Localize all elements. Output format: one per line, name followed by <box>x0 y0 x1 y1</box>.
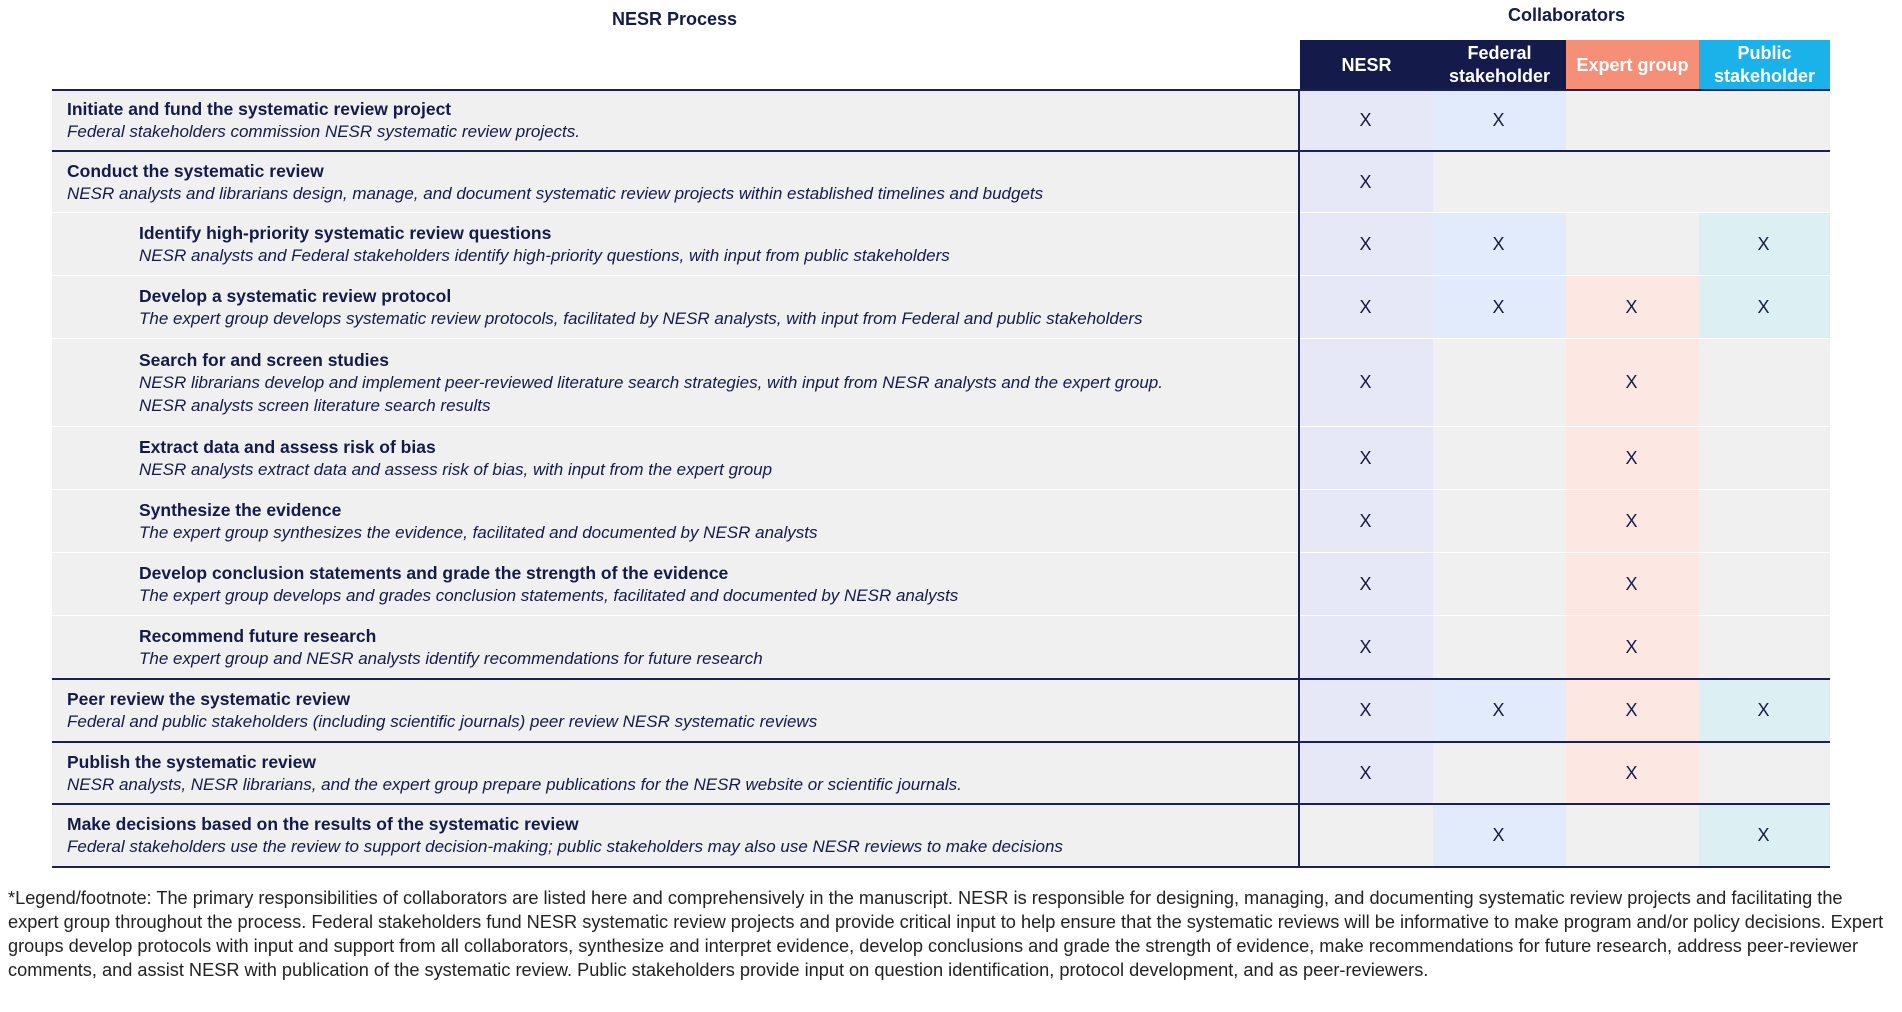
mark-nesr <box>1299 805 1432 866</box>
mark-expert-group: X <box>1625 510 1638 531</box>
row-divider <box>52 678 1830 680</box>
table-row <box>52 276 1830 338</box>
step-title: Develop a systematic review protocol <box>139 285 452 306</box>
collaborators-title: Collaborators <box>1508 5 1626 25</box>
mark-federal-stakeholder <box>1432 743 1565 803</box>
step-title: Initiate and fund the systematic review project <box>67 98 452 119</box>
step-title: Identify high-priority systematic review questions <box>139 222 552 243</box>
column-header-expert-group: Expert group <box>1566 40 1699 90</box>
process-step <box>67 743 962 803</box>
step-title: Make decisions based on the results of the systematic review <box>67 814 579 834</box>
mark-federal-stakeholder <box>1432 339 1565 426</box>
mark-expert-group <box>1565 152 1698 212</box>
mark-expert-group: X <box>1625 636 1638 657</box>
process-step <box>139 490 818 552</box>
mark-expert-group: X <box>1625 700 1638 720</box>
row-separator <box>52 338 1830 339</box>
process-step <box>139 553 958 615</box>
row-separator <box>52 212 1830 213</box>
process-step <box>67 680 817 741</box>
step-title: Recommend future research <box>139 625 377 646</box>
mark-nesr: X <box>1359 372 1372 392</box>
table-row <box>52 553 1830 615</box>
table-row <box>52 616 1830 678</box>
column-header-public-stakeholder: Public stakeholder <box>1699 40 1830 90</box>
mark-federal-stakeholder: X <box>1492 109 1505 130</box>
mark-federal-stakeholder <box>1432 490 1565 552</box>
row-divider <box>52 803 1830 805</box>
step-title: Publish the systematic review <box>67 751 316 772</box>
step-description: The expert group develops and grades conclusion statements, facilitated and documented by NESR analysts <box>139 585 959 605</box>
process-step <box>139 339 1163 426</box>
table-row <box>52 339 1830 426</box>
step-description: Federal stakeholders use the review to support decision-making; public stakeholders may also use NESR reviews to make decisions <box>67 837 1063 856</box>
process-step <box>67 152 1043 212</box>
step-description: The expert group and NESR analysts identify recommendations for future research <box>139 648 763 668</box>
column-divider <box>1298 90 1300 868</box>
mark-public-stakeholder <box>1698 553 1829 615</box>
mark-public-stakeholder <box>1698 152 1829 212</box>
mark-expert-group: X <box>1625 372 1638 392</box>
mark-federal-stakeholder: X <box>1492 700 1505 720</box>
mark-expert-group: X <box>1625 447 1638 468</box>
row-divider <box>52 150 1830 152</box>
row-separator <box>52 615 1830 616</box>
step-description: NESR analysts and Federal stakeholders identify high-priority questions, with input from public stakeholders <box>139 245 950 265</box>
process-step <box>67 90 580 150</box>
process-title: NESR Process <box>612 9 738 29</box>
footnote: *Legend/footnote: The primary responsibilities of collaborators are listed here and comprehensively in the manuscript. NESR is responsible for designing, managing, and documenting systematic review projects and facilitating the expert group throughout the process. Federal stakeholders fund NESR systematic review projects and provide critical input to help ensure that the systematic reviews will be informative to make program and/or policy decisions. Expert groups develop protocols with input and support from all collaborators, synthesize and interpret evidence, develop conclusions and grade the strength of evidence, make recommendations for future research, address peer-reviewer comments, and assist NESR with publication of the systematic review. Public stakeholders provide input on question identification, protocol development, and as peer-reviewers. <box>8 888 1884 980</box>
step-description: Federal stakeholders commission NESR systematic review projects. <box>67 121 581 141</box>
table-row <box>52 490 1830 552</box>
mark-nesr: X <box>1359 109 1372 130</box>
mark-federal-stakeholder: X <box>1492 233 1505 254</box>
row-separator <box>52 426 1830 427</box>
column-header-nesr: NESR <box>1300 40 1433 90</box>
row-divider <box>52 866 1830 868</box>
table-row <box>52 805 1830 866</box>
mark-public-stakeholder: X <box>1757 233 1770 254</box>
mark-public-stakeholder: X <box>1757 700 1770 720</box>
mark-public-stakeholder <box>1698 427 1829 489</box>
row-separator <box>52 489 1830 490</box>
mark-public-stakeholder <box>1698 743 1829 803</box>
mark-federal-stakeholder: X <box>1492 825 1505 845</box>
step-description: NESR librarians develop and implement peer-reviewed literature search strategies, with input from NESR analysts and the expert group. <box>139 372 1163 392</box>
column-header-federal-stakeholder: Federal stakeholder <box>1433 40 1566 90</box>
mark-expert-group <box>1565 90 1698 150</box>
table-row <box>52 152 1830 212</box>
mark-nesr: X <box>1359 447 1372 468</box>
mark-nesr: X <box>1359 510 1372 531</box>
process-step <box>67 805 1063 866</box>
table-row <box>52 427 1830 489</box>
mark-public-stakeholder <box>1698 90 1829 150</box>
row-separator <box>52 552 1830 553</box>
step-description-continued: NESR analysts screen literature search results <box>139 395 491 415</box>
step-title: Synthesize the evidence <box>139 499 342 520</box>
mark-federal-stakeholder <box>1432 427 1565 489</box>
process-step <box>139 427 772 489</box>
process-step <box>139 213 950 275</box>
mark-public-stakeholder: X <box>1757 825 1770 845</box>
mark-expert-group: X <box>1625 762 1638 783</box>
mark-public-stakeholder <box>1698 490 1829 552</box>
mark-nesr: X <box>1359 171 1372 192</box>
mark-nesr: X <box>1359 573 1372 594</box>
mark-expert-group <box>1565 213 1698 275</box>
step-title: Peer review the systematic review <box>67 689 351 709</box>
mark-nesr: X <box>1359 762 1372 783</box>
mark-public-stakeholder <box>1698 616 1829 678</box>
mark-expert-group <box>1565 805 1698 866</box>
mark-federal-stakeholder <box>1432 152 1565 212</box>
table-row <box>52 90 1830 150</box>
mark-expert-group: X <box>1625 573 1638 594</box>
mark-nesr: X <box>1359 636 1372 657</box>
row-divider <box>52 741 1830 743</box>
step-description: The expert group synthesizes the evidence, facilitated and documented by NESR analysts <box>139 522 818 542</box>
process-step <box>139 616 763 678</box>
table-row <box>52 743 1830 803</box>
mark-federal-stakeholder <box>1432 616 1565 678</box>
step-description: Federal and public stakeholders (including scientific journals) peer review NESR systematic reviews <box>67 712 818 731</box>
mark-nesr: X <box>1359 700 1372 720</box>
step-title: Conduct the systematic review <box>67 160 324 181</box>
mark-nesr: X <box>1359 233 1372 254</box>
mark-expert-group: X <box>1625 296 1638 317</box>
step-description: The expert group develops systematic review protocols, facilitated by NESR analysts, with input from Federal and public stakeholders <box>139 308 1143 328</box>
step-description: NESR analysts, NESR librarians, and the expert group prepare publications for the NESR website or scientific journals. <box>67 774 962 794</box>
process-step <box>139 276 1142 338</box>
step-description: NESR analysts extract data and assess risk of bias, with input from the expert group <box>139 459 773 479</box>
mark-nesr: X <box>1359 296 1372 317</box>
row-separator <box>52 275 1830 276</box>
table-row <box>52 213 1830 275</box>
step-title: Develop conclusion statements and grade the strength of the evidence <box>139 562 729 583</box>
mark-public-stakeholder: X <box>1757 296 1770 317</box>
step-title: Search for and screen studies <box>139 349 389 370</box>
row-divider <box>52 89 1830 91</box>
mark-federal-stakeholder: X <box>1492 296 1505 317</box>
table-row <box>52 680 1830 741</box>
mark-public-stakeholder <box>1698 339 1829 426</box>
mark-federal-stakeholder <box>1432 553 1565 615</box>
step-title: Extract data and assess risk of bias <box>139 436 436 457</box>
step-description: NESR analysts and librarians design, manage, and document systematic review projects within established timelines and budgets <box>67 183 1044 203</box>
